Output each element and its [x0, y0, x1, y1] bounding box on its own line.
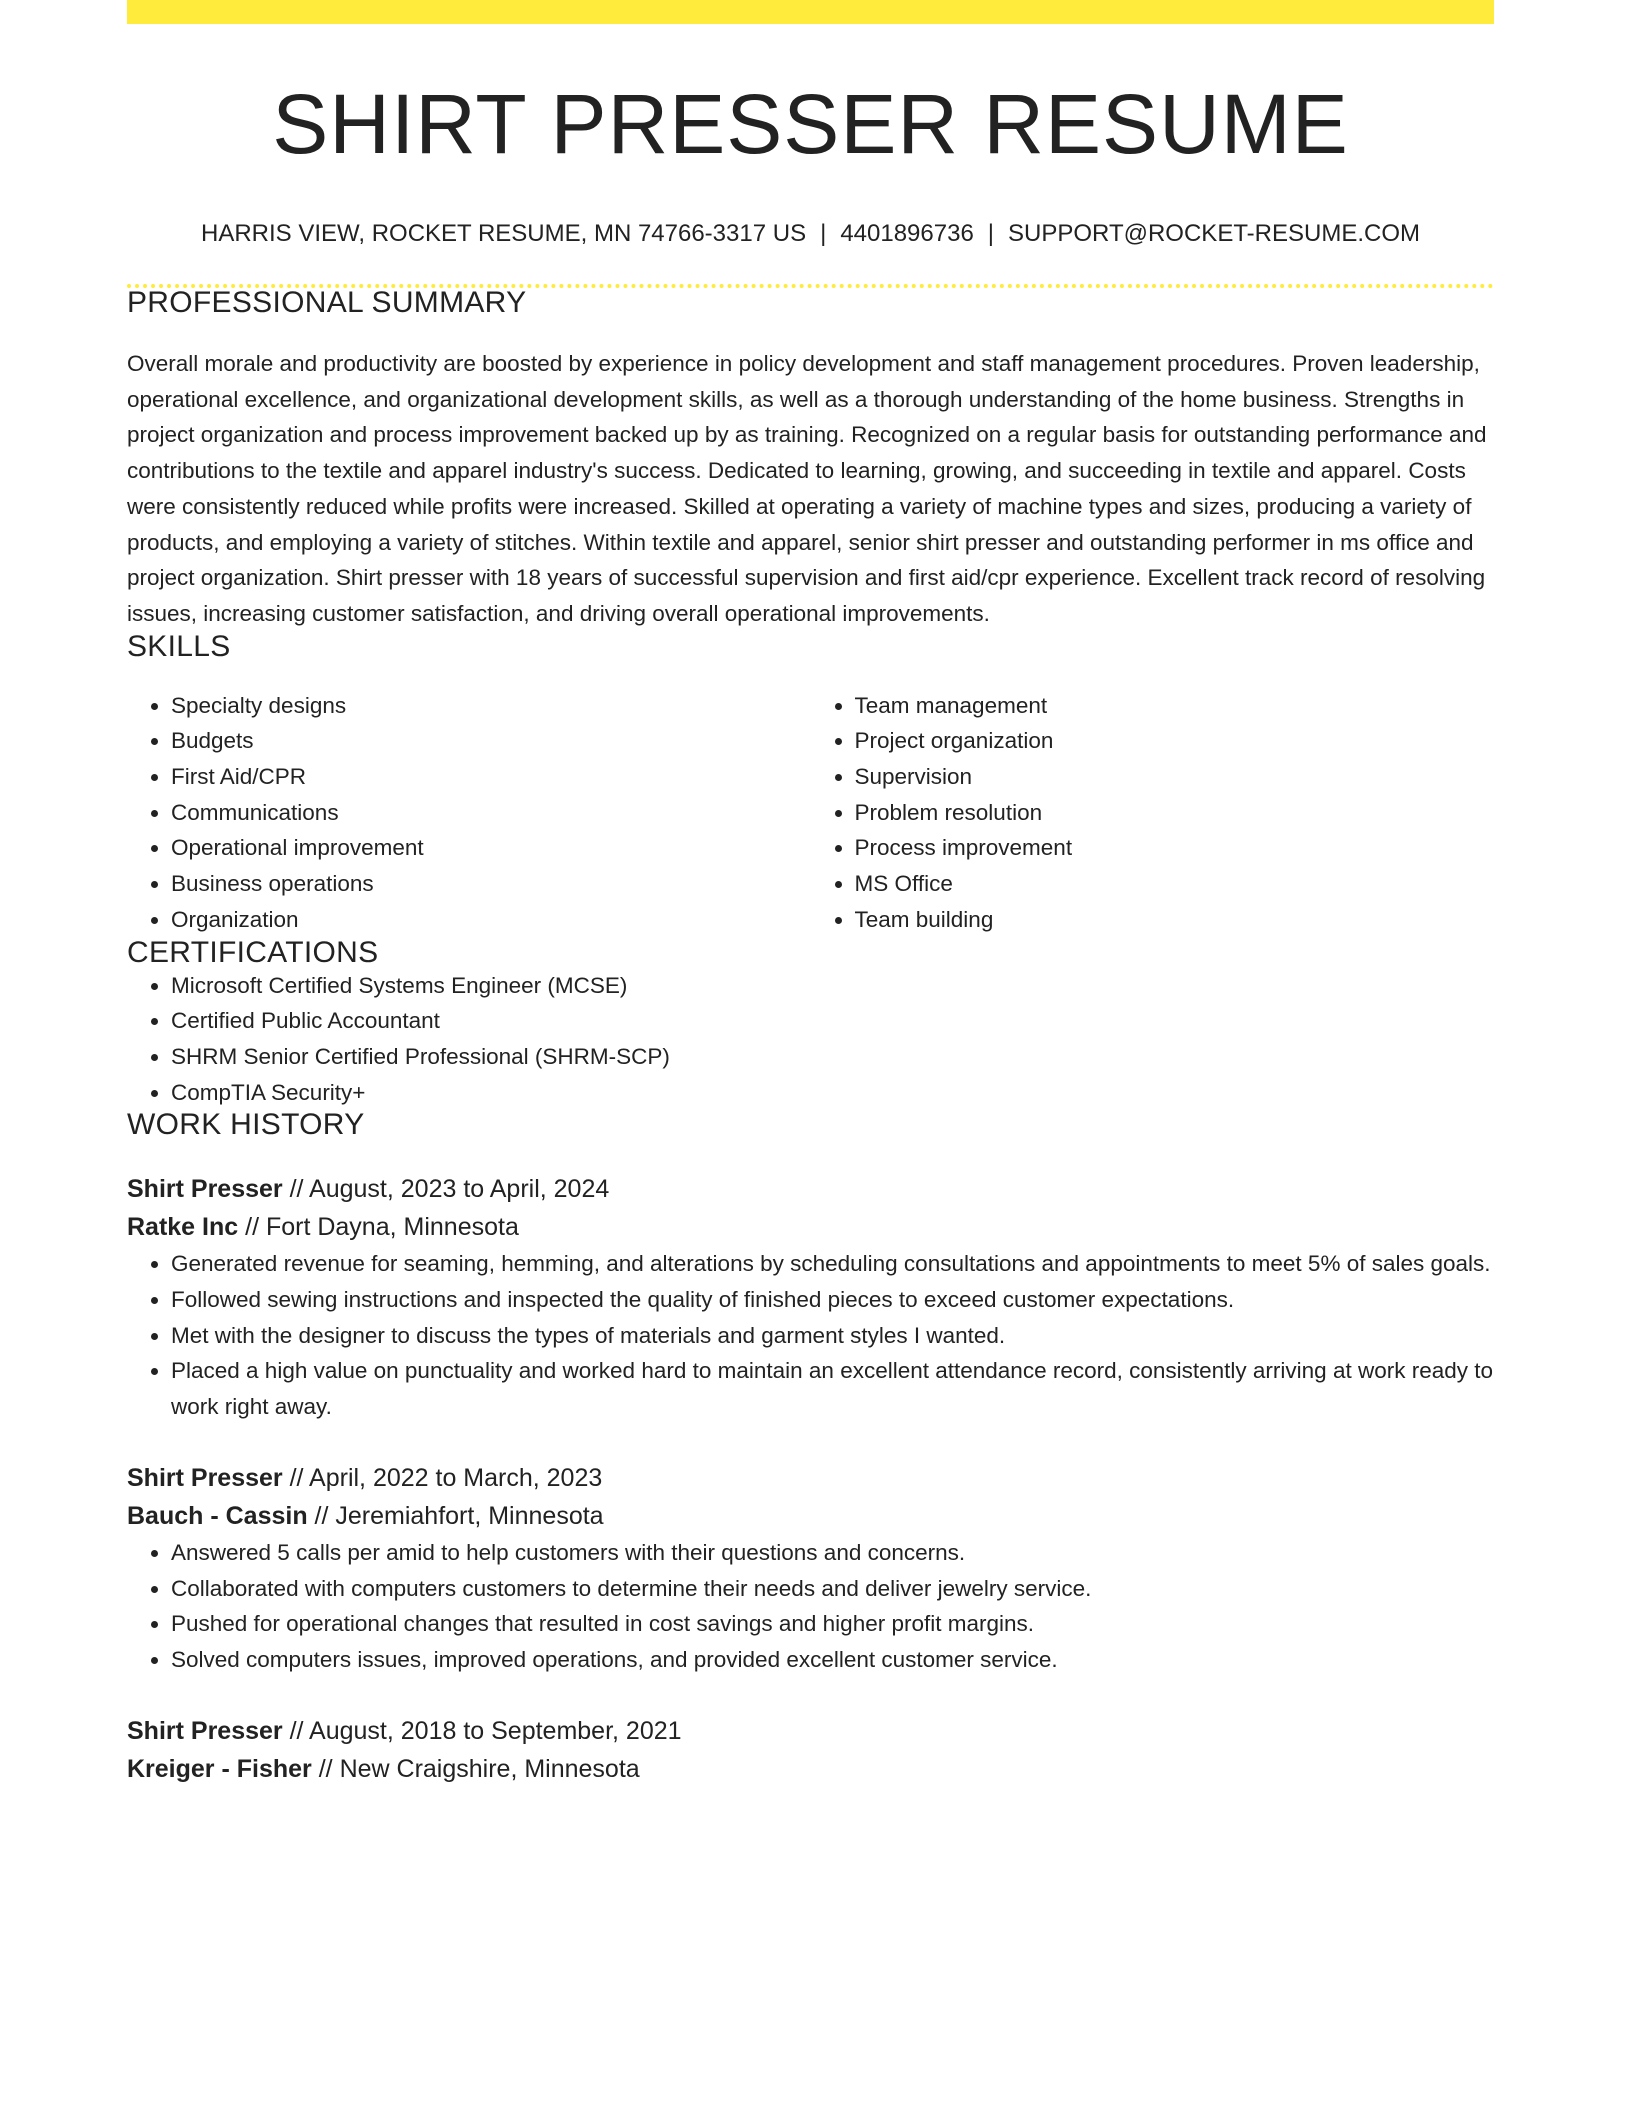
- skill-item: • Process improvement: [855, 830, 1495, 866]
- job-company: Ratke Inc: [127, 1213, 239, 1242]
- skill-item: • Team management: [855, 688, 1495, 724]
- certification-item: • Microsoft Certified Systems Engineer (MCSE): [171, 968, 1494, 1004]
- job-location: // Fort Dayna, Minnesota: [238, 1213, 519, 1242]
- job-bullet: • Followed sewing instructions and inspected the quality of finished pieces to exceed customer expectations.: [171, 1282, 1494, 1318]
- job-title: Shirt Presser: [127, 1716, 283, 1745]
- job-location: // New Craigshire, Minnesota: [311, 1754, 640, 1783]
- skill-item: • Operational improvement: [171, 830, 811, 866]
- job-title-line: [127, 1712, 1494, 1750]
- job-bullet: • Solved computers issues, improved operations, and provided excellent customer service.: [171, 1642, 1494, 1678]
- skill-item: • Communications: [171, 795, 811, 831]
- certification-item: • Certified Public Accountant: [171, 1003, 1494, 1039]
- job-entry: [127, 1712, 1494, 1788]
- job-title-line: [127, 1170, 1494, 1208]
- contact-line: [127, 222, 1494, 246]
- certification-item: • SHRM Senior Certified Professional (SHRM-SCP): [171, 1039, 1494, 1075]
- summary-text: Overall morale and productivity are boosted by experience in policy development and staff management procedures. Proven leadership, operational excellence, and organizational development skills, as well as a thorough understanding of the home business. Strengths in project organization and process improvement backed up by as training. Recognized on a regular basis for outstanding performance and contributions to the textile and apparel industry's success. Dedicated to learning, growing, and succeeding in textile and apparel. Costs were consistently reduced while profits were increased. Skilled at operating a variety of machine types and sizes, producing a variety of products, and employing a variety of stitches. Within textile and apparel, senior shirt presser and outstanding performer in ms office and project organization. Shirt presser with 18 years of successful supervision and first aid/cpr experience. Excellent track record of resolving issues, increasing customer satisfaction, and driving overall operational improvements.: [127, 351, 1487, 626]
- job-company-line: [127, 1497, 1494, 1535]
- contact-address: HARRIS VIEW, ROCKET RESUME, MN 74766-3317 US: [201, 220, 807, 247]
- job-bullet: • Pushed for operational changes that resulted in cost savings and higher profit margins.: [171, 1606, 1494, 1642]
- skill-item: • MS Office: [855, 866, 1495, 902]
- skill-item: • Problem resolution: [855, 795, 1495, 831]
- job-entry: [127, 1170, 1494, 1425]
- job-dates: // August, 2023 to April, 2024: [282, 1175, 610, 1204]
- skills-list-left: [127, 688, 811, 938]
- skill-item: • Organization: [171, 902, 811, 938]
- contact-separator: |: [987, 220, 995, 247]
- job-title-line: [127, 1459, 1494, 1497]
- job-title: Shirt Presser: [127, 1175, 283, 1204]
- contact-email: SUPPORT@ROCKET-RESUME.COM: [1008, 220, 1420, 247]
- top-accent-bar: [127, 0, 1494, 24]
- contact-separator: |: [820, 220, 827, 247]
- job-company-line: [127, 1208, 1494, 1246]
- skills-heading: SKILLS: [127, 629, 231, 663]
- skill-item: • Project organization: [855, 723, 1495, 759]
- skill-item: • Business operations: [171, 866, 811, 902]
- job-bullets: [127, 1535, 1494, 1678]
- job-dates: // August, 2018 to September, 2021: [282, 1716, 682, 1745]
- job-company: Bauch - Cassin: [127, 1501, 308, 1530]
- skills-grid: [127, 688, 1494, 938]
- certifications-list: [127, 968, 1494, 1111]
- job-entry: [127, 1459, 1494, 1678]
- job-bullet: • Met with the designer to discuss the types of materials and garment styles I wanted.: [171, 1318, 1494, 1354]
- work-history-heading: WORK HISTORY: [127, 1108, 365, 1142]
- skill-item: • Team building: [855, 902, 1495, 938]
- job-bullets: [127, 1246, 1494, 1425]
- job-company: Kreiger - Fisher: [127, 1754, 312, 1783]
- skill-item: • Budgets: [171, 723, 811, 759]
- job-bullet: • Collaborated with computers customers to determine their needs and deliver jewelry service.: [171, 1571, 1494, 1607]
- certification-item: • CompTIA Security+: [171, 1075, 1494, 1111]
- skill-item: • Specialty designs: [171, 688, 811, 724]
- resume-page: [127, 0, 1494, 1788]
- job-location: // Jeremiahfort, Minnesota: [307, 1501, 604, 1530]
- job-dates: // April, 2022 to March, 2023: [282, 1463, 603, 1492]
- skills-list-right: [811, 688, 1495, 938]
- page-title: SHIRT PRESSER RESUME: [272, 77, 1349, 171]
- job-bullet: • Generated revenue for seaming, hemming, and alterations by scheduling consultations and appointments to meet 5% of sales goals.: [171, 1246, 1494, 1282]
- job-company-line: [127, 1750, 1494, 1788]
- certifications-heading: CERTIFICATIONS: [127, 935, 379, 969]
- summary-heading: PROFESSIONAL SUMMARY: [127, 286, 527, 319]
- skill-item: • Supervision: [855, 759, 1495, 795]
- job-title: Shirt Presser: [127, 1463, 283, 1492]
- job-bullet: • Answered 5 calls per amid to help customers with their questions and concerns.: [171, 1535, 1494, 1571]
- skill-item: • First Aid/CPR: [171, 759, 811, 795]
- job-bullet: • Placed a high value on punctuality and worked hard to maintain an excellent attendance record, consistently arriving at work ready to work right away.: [171, 1353, 1494, 1424]
- contact-phone: 4401896736: [840, 220, 974, 247]
